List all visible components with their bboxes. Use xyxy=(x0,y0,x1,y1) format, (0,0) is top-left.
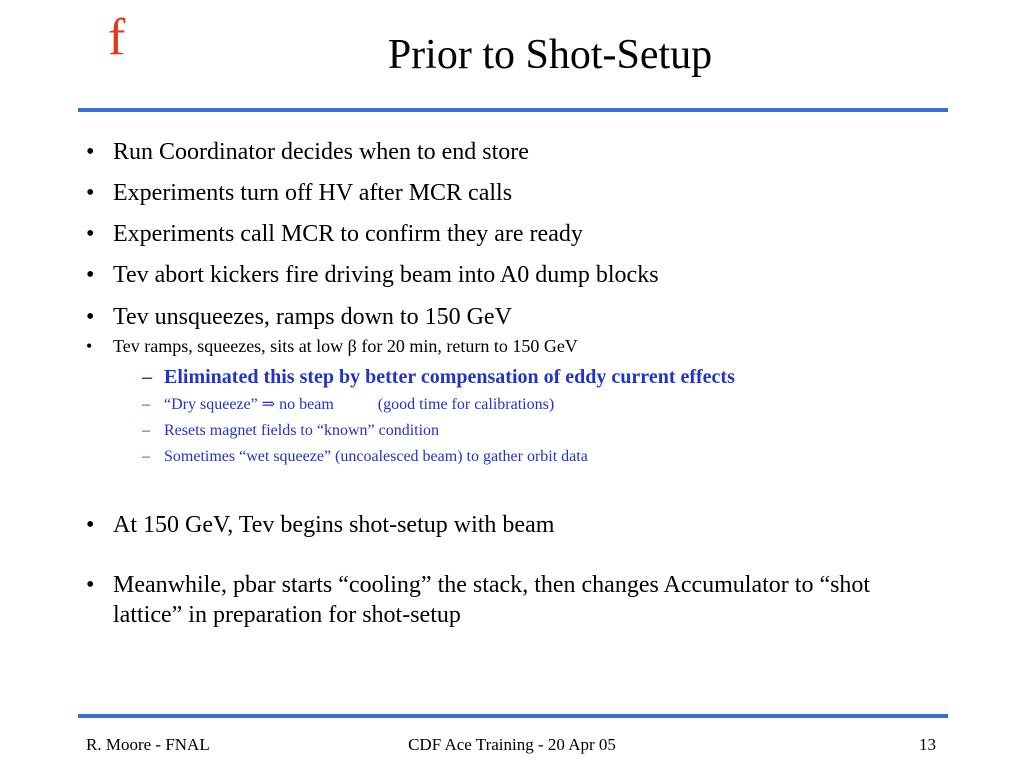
bullet-icon: • xyxy=(86,512,95,538)
sub-list-item xyxy=(113,444,936,470)
bullet-list xyxy=(86,137,936,630)
sub-bullet-text: “Dry squeeze” ⇒ no beam xyxy=(164,396,334,413)
bullet-text: Tev abort kickers fire driving beam into A0 dump blocks xyxy=(113,262,659,288)
bullet-text: Experiments call MCR to confirm they are ready xyxy=(113,221,583,247)
bullet-text: Tev ramps, squeezes, sits at low β for 20 min, return to 150 GeV xyxy=(113,336,578,356)
sub-bullet-note: (good time for calibrations) xyxy=(377,396,555,413)
bullet-icon: • xyxy=(86,336,93,356)
bullet-icon: • xyxy=(86,262,95,288)
footer-event: CDF Ace Training - 20 Apr 05 xyxy=(408,735,616,754)
list-item xyxy=(86,178,936,208)
bullet-icon: • xyxy=(86,180,95,206)
sub-list-item xyxy=(113,392,936,418)
bullet-icon: • xyxy=(86,139,95,165)
sub-bullet-text: Eliminated this step by better compensation of eddy current effects xyxy=(164,366,735,388)
bullet-icon: • xyxy=(86,304,95,330)
list-item xyxy=(86,510,936,540)
list-item xyxy=(86,137,936,167)
bullet-icon: • xyxy=(86,221,95,247)
page-number: 13 xyxy=(919,735,936,754)
sub-bullet-text: Resets magnet fields to “known” condition xyxy=(164,422,440,439)
bullet-text: Tev unsqueezes, ramps down to 150 GeV xyxy=(113,304,512,330)
sub-bullet-text: Sometimes “wet squeeze” (uncoalesced beam) to gather orbit data xyxy=(164,448,588,465)
sub-bullet-list xyxy=(113,362,936,470)
bullet-text: At 150 GeV, Tev begins shot-setup with beam xyxy=(113,512,555,538)
dash-icon: – xyxy=(142,366,152,388)
sub-list-item xyxy=(113,362,936,392)
slide-title: Prior to Shot-Setup xyxy=(387,32,713,78)
footer-author: R. Moore - FNAL xyxy=(86,735,210,754)
bullet-text: Run Coordinator decides when to end store xyxy=(113,139,529,165)
list-item xyxy=(86,570,936,630)
list-item xyxy=(86,334,936,470)
bullet-icon: • xyxy=(86,572,95,598)
bullet-text: Meanwhile, pbar starts “cooling” the stack, then changes Accumulator to “shot lattice” in preparation for shot-setup xyxy=(113,572,871,628)
list-item xyxy=(86,302,936,332)
dash-icon: – xyxy=(142,448,150,465)
top-divider xyxy=(78,108,948,112)
bottom-divider xyxy=(78,714,948,718)
list-item xyxy=(86,260,936,290)
list-item xyxy=(86,219,936,249)
sub-list-item xyxy=(113,418,936,444)
dash-icon: – xyxy=(142,422,150,439)
bullet-text: Experiments turn off HV after MCR calls xyxy=(113,180,513,206)
dash-icon: – xyxy=(142,396,150,413)
fermilab-logo: f xyxy=(108,9,126,66)
